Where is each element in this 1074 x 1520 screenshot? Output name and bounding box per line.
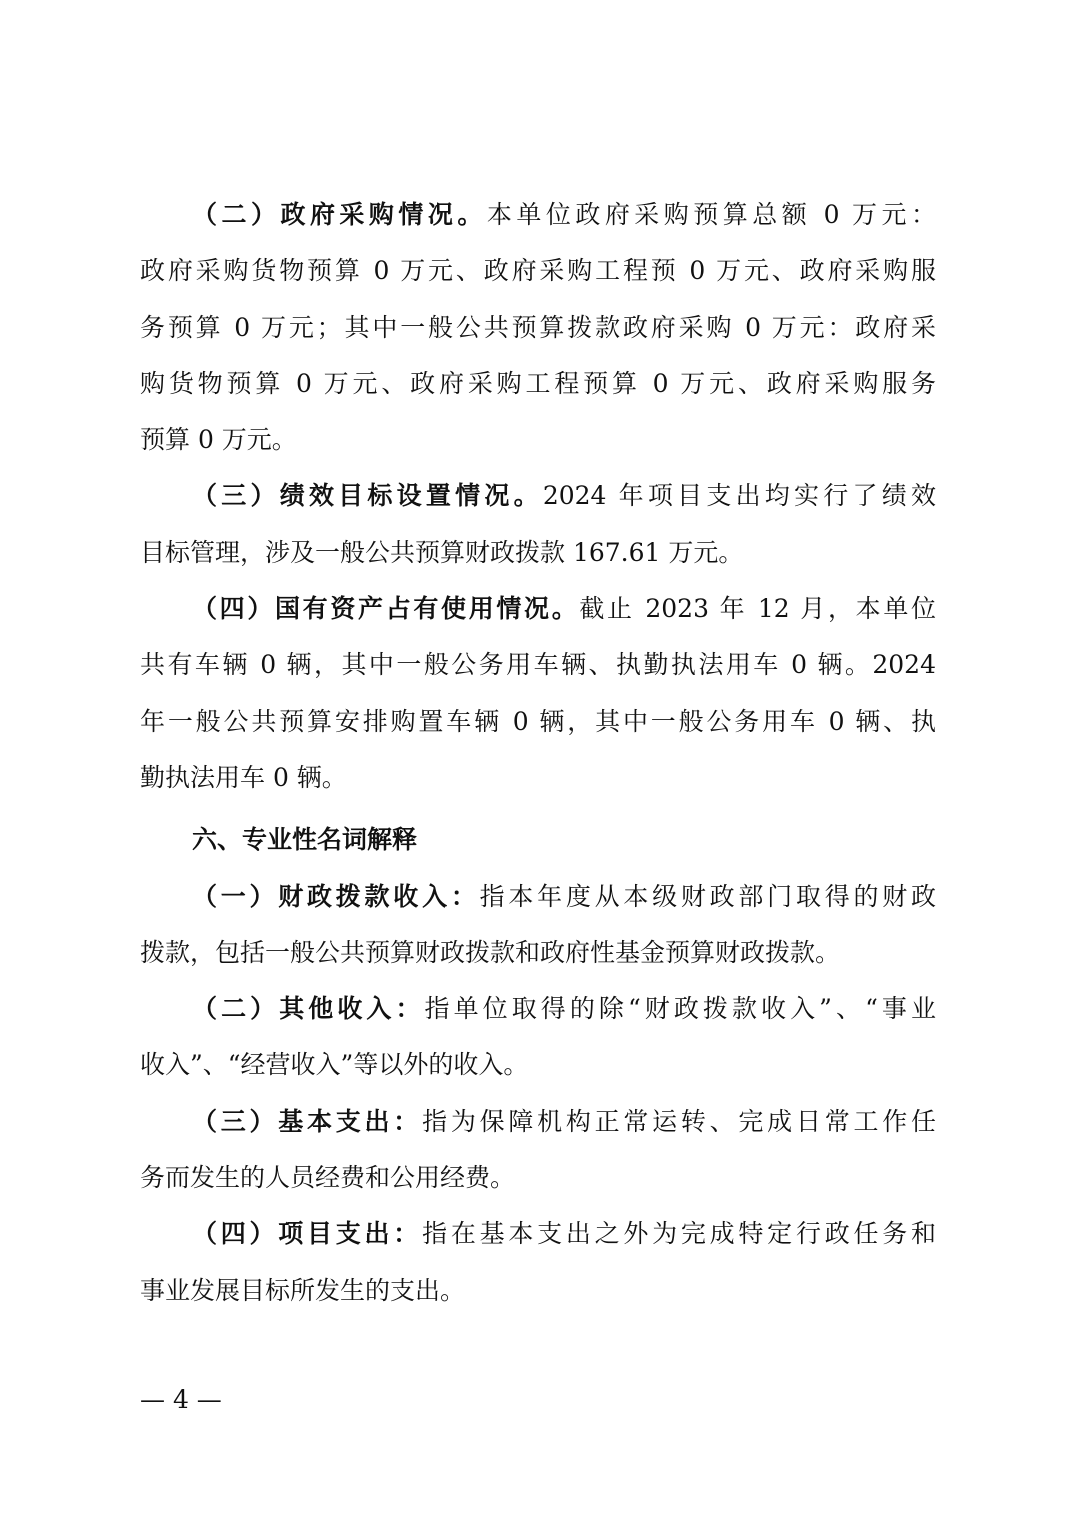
document-body <box>140 187 936 1319</box>
section-heading: 六、专业性名词解释 <box>192 825 418 855</box>
paragraph-text: 目标管理，涉及一般公共预算财政拨款 167.61 万元。 <box>140 537 744 567</box>
paragraph-text: 年一般公共预算安排购置车辆 0 辆，其中一般公务用车 0 辆、执 <box>140 706 936 736</box>
paragraph-text: 收入”、“经营收入”等以外的收入。 <box>140 1050 529 1080</box>
paragraph-text: 本单位政府采购预算总额 0 万元： <box>486 200 936 229</box>
paragraph-text: 拨款，包括一般公共预算财政拨款和政府性基金预算财政拨款。 <box>140 937 841 967</box>
paragraph-lead: （四）国有资产占有使用情况。 <box>192 594 580 624</box>
paragraph-line <box>140 1263 936 1319</box>
paragraph-text: 指为保障机构正常运转、完成日常工作任 <box>422 1106 936 1136</box>
paragraph-line <box>140 694 936 750</box>
paragraph-text: 预算 0 万元。 <box>140 425 297 455</box>
paragraph-line <box>140 1037 936 1093</box>
paragraph-line <box>140 981 936 1037</box>
paragraph-lead: （四）项目支出： <box>192 1219 423 1249</box>
paragraph-text: 指单位取得的除“财政拨款收入”、“事业 <box>424 994 936 1024</box>
paragraph-text: 事业发展目标所发生的支出。 <box>140 1275 466 1305</box>
paragraph-line <box>140 243 936 299</box>
paragraph-lead: （一）财政拨款收入： <box>192 881 480 911</box>
paragraph-text: 指在基本支出之外为完成特定行政任务和 <box>422 1219 936 1249</box>
paragraph-text: 勤执法用车 0 辆。 <box>140 762 347 792</box>
paragraph-text: 务而发生的人员经费和公用经费。 <box>140 1163 516 1193</box>
paragraph-lead: （三）基本支出： <box>192 1106 423 1136</box>
paragraph-text: 2024 年项目支出均实行了绩效 <box>542 481 936 511</box>
paragraph-line <box>140 581 936 637</box>
page-number: — 4 — <box>140 1385 222 1414</box>
paragraph-text: 指本年度从本级财政部门取得的财政 <box>479 881 936 911</box>
paragraph-line <box>140 412 936 468</box>
paragraph-lead: （二）其他收入： <box>192 994 425 1024</box>
paragraph-line <box>140 1206 936 1262</box>
paragraph-text: 政府采购货物预算 0 万元、政府采购工程预 0 万元、政府采购服 <box>140 256 936 286</box>
paragraph-text: 购货物预算 0 万元、政府采购工程预算 0 万元、政府采购服务 <box>140 368 936 398</box>
paragraph-line <box>140 750 936 806</box>
paragraph-text: 截止 2023 年 12 月，本单位 <box>579 594 936 624</box>
paragraph-text: 务预算 0 万元；其中一般公共预算拨款政府采购 0 万元：政府采 <box>140 312 936 342</box>
paragraph-line <box>140 468 936 524</box>
paragraph-lead: （二）政府采购情况。 <box>192 200 487 229</box>
paragraph-line <box>140 925 936 981</box>
paragraph-line <box>140 187 936 243</box>
paragraph-text: 共有车辆 0 辆，其中一般公务用车辆、执勤执法用车 0 辆。2024 <box>140 650 936 680</box>
paragraph-line <box>140 300 936 356</box>
paragraph-line <box>140 356 936 412</box>
paragraph-line <box>140 1094 936 1150</box>
paragraph-lead: （三）绩效目标设置情况。 <box>192 481 543 511</box>
paragraph-line <box>140 869 936 925</box>
paragraph-line <box>140 525 936 581</box>
paragraph-line <box>140 1150 936 1206</box>
paragraph-line <box>140 637 936 693</box>
